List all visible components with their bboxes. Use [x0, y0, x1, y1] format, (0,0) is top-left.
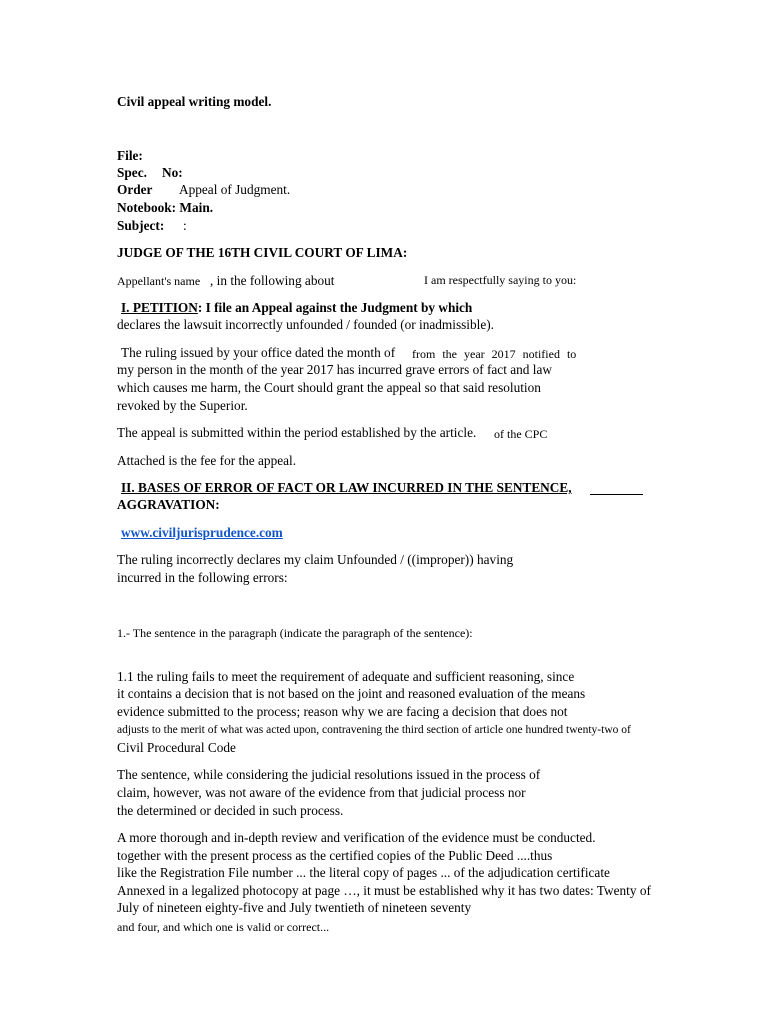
website-link-wrap	[121, 524, 283, 542]
bases-heading-line-1	[121, 479, 572, 497]
review-para-line-3: like the Registration File number ... the literal copy of pages ... of the adjudication certificate	[117, 865, 610, 880]
ruling-para-line-1a: The ruling issued by your office dated the month of	[121, 345, 396, 360]
appeal-period-text: The appeal is submitted within the period established by the article.	[117, 425, 477, 440]
petition-heading-rest: : I file an Appeal against the Judgment by which	[197, 300, 473, 315]
item-1-1-line-2: it contains a decision that is not based on the joint and reasoned evaluation of the means	[117, 686, 586, 701]
fee-text: Attached is the fee for the appeal.	[117, 453, 297, 468]
ruling-para-line-2: my person in the month of the year 2017 has incurred grave errors of fact and law	[117, 362, 552, 377]
bases-heading-line-2: AGGRAVATION:	[117, 497, 220, 512]
ruling-para-line-4: revoked by the Superior.	[117, 398, 248, 413]
review-para-line-2: together with the present process as the certified copies of the Public Deed ....thus	[117, 848, 553, 863]
item-1-1-line-3: evidence submitted to the process; reason why we are facing a decision that does not	[117, 704, 568, 719]
sentence-para-line-2: claim, however, was not aware of the evidence from that judicial process nor	[117, 785, 526, 800]
notebook-field: Notebook: Main.	[117, 200, 214, 215]
spec-label: Spec.	[117, 165, 147, 180]
sentence-para-line-1: The sentence, while considering the judicial resolutions issued in the process of	[117, 767, 541, 782]
appeal-period-cpc: of the CPC	[494, 427, 548, 441]
subject-value: :	[183, 218, 187, 233]
item-1-1-line-5: Civil Procedural Code	[117, 740, 236, 755]
petition-heading	[121, 299, 472, 317]
petition-line-2: declares the lawsuit incorrectly unfounded / founded (or inadmissible).	[117, 317, 495, 332]
ruling-para-line-3: which causes me harm, the Court should grant the appeal so that said resolution	[117, 380, 541, 395]
review-para-line-1: A more thorough and in-depth review and verification of the evidence must be conducted.	[117, 830, 596, 845]
review-para-line-4: Annexed in a legalized photocopy at page …, it must be established why it has two dates: Twenty of	[117, 883, 651, 898]
petition-heading-numbered: I. PETITION	[121, 300, 198, 315]
errors-intro-line-2: incurred in the following errors:	[117, 570, 288, 585]
subject-label: Subject:	[117, 218, 165, 233]
item-1-1-line-1: 1.1 the ruling fails to meet the requirement of adequate and sufficient reasoning, since	[117, 669, 575, 684]
appellant-name-label: Appellant's name	[117, 274, 201, 288]
judge-heading: JUDGE OF THE 16TH CIVIL COURT OF LIMA:	[117, 245, 408, 260]
bases-heading-text: II. BASES OF ERROR OF FACT OR LAW INCURRED IN THE SENTENCE,	[121, 480, 572, 495]
heading-underline-extension	[590, 494, 643, 495]
document-title: Civil appeal writing model.	[117, 94, 272, 109]
review-para-line-6: and four, and which one is valid or correct...	[117, 920, 330, 934]
review-para-line-5: July of nineteen eighty-five and July twentieth of nineteen seventy	[117, 900, 472, 915]
sentence-para-line-3: the determined or decided in such process.	[117, 803, 344, 818]
order-value: Appeal of Judgment.	[179, 182, 291, 197]
website-link[interactable]: www.civiljurisprudence.com	[121, 525, 283, 540]
file-field: File:	[117, 148, 143, 163]
respectfully-saying-text: I am respectfully saying to you:	[424, 273, 577, 287]
item-1-text: 1.- The sentence in the paragraph (indicate the paragraph of the sentence):	[117, 626, 473, 640]
ruling-para-line-1b: from the year 2017 notified to	[412, 347, 577, 361]
errors-intro-line-1: The ruling incorrectly declares my claim Unfounded / ((improper)) having	[117, 552, 514, 567]
order-label: Order	[117, 182, 153, 197]
item-1-1-line-4: adjusts to the merit of what was acted upon, contravening the third section of article one hundred twenty-two of	[117, 724, 631, 736]
appellant-about-text: , in the following about	[210, 273, 335, 288]
spec-no-label: No:	[162, 165, 183, 180]
